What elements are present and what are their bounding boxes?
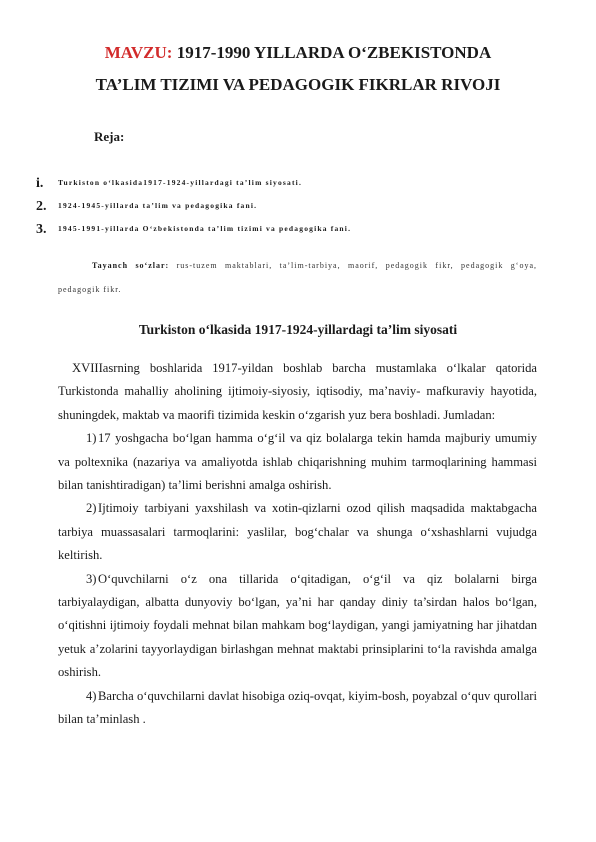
section-body: [58, 357, 537, 732]
plan-item-number: 2.: [36, 199, 47, 214]
list-item-text: Barcha o‘quvchilarni davlat hisobiga oziq-ovqat, kiyim-bosh, poyabzal o‘quv qurollari bilan ta’minlash .: [58, 688, 537, 727]
intro-paragraph: XVIIIasrning boshlarida 1917-yildan boshlab barcha mustamlaka o‘lkalar qatorida Turkistonda mahalliy aholining ijtimoiy-siyosiy, iqtisodiy, ma’naviy- mafkuraviy hayotida, shuningdek, maktab va maorifi tizimida keskin o‘zgarish yuz bera boshladi. Jumladan:: [58, 361, 537, 422]
document-title-line1: [0, 40, 596, 66]
title-text-line1: 1917-1990 YILLARDA O‘ZBEKISTONDA: [172, 43, 492, 62]
section-title: Turkiston o‘lkasida 1917-1924-yillardagi ta’lim siyosati: [138, 322, 458, 337]
list-item-number: 2): [86, 501, 97, 516]
keywords-paragraph: [58, 254, 537, 302]
plan-item-number: 3.: [36, 222, 47, 237]
plan-item-text: Turkiston o‘lkasida1917-1924-yillardagi ta’lim siyosati.: [58, 178, 303, 187]
list-item-text: O‘quvchilarni o‘z ona tillarida o‘qitadigan, o‘g‘il va qiz bolalarni birga tarbiyalaydigan, albatta dunyoviy bo‘lgan, ya’ni har qanday diniy ta’sirdan halos bo‘lgan, o‘qitishni ijtimoiy foydali mehnat bilan mahkam bog‘laydigan, yangi jamiyatning har jihatdan yetuk a’zolarini tayyorlaydigan birlashgan mehnat maktabi prinsiplarini to‘la ravishda amalga oshirish.: [58, 571, 537, 680]
plan-item-text: 1924-1945-yillarda ta’lim va pedagogika fani.: [58, 201, 258, 210]
list-item-number: 3): [86, 571, 97, 586]
plan-item-text: 1945-1991-yillarda O‘zbekistonda ta’lim tizimi va pedagogika fani.: [58, 224, 352, 233]
list-item: [58, 427, 537, 497]
list-item: [58, 497, 537, 567]
mavzu-label: MAVZU:: [104, 43, 173, 62]
list-item: [58, 568, 537, 685]
list-item-text: Ijtimoiy tarbiyani yaxshilash va xotin-qizlarni ozod qilish maqsadida maktabgacha tarbiya muassasalari tarmoqlarini: yaslilar, bog‘chalar va shunga o‘xshashlarni vujudga keltirish.: [58, 501, 537, 563]
list-item: [58, 685, 537, 732]
list-item-text: 17 yoshgacha bo‘lgan hamma o‘g‘il va qiz bolalarga tekin hamda majburiy umumiy va poltexnika (nazariya va amaliyotda ishlab chiqarishning muhim tarmoqlarining hammasi bilan tanishtiradigan) ta’limi berishni amalga oshirish.: [58, 431, 537, 493]
document-title-line2: TA’LIM TIZIMI VA PEDAGOGIK FIKRLAR RIVOJI: [95, 75, 501, 94]
plan-heading: Reja:: [94, 129, 125, 144]
list-item-number: 4): [86, 688, 97, 703]
keywords-label: Tayanch so‘zlar:: [92, 261, 170, 270]
keywords-text: rus-tuzem maktablari, ta’lim-tarbiya, maorif, pedagogik fikr, pedagogik g‘oya, pedagogik fikr.: [58, 261, 537, 294]
plan-item-number: i.: [36, 176, 44, 191]
list-item-number: 1): [86, 431, 97, 446]
